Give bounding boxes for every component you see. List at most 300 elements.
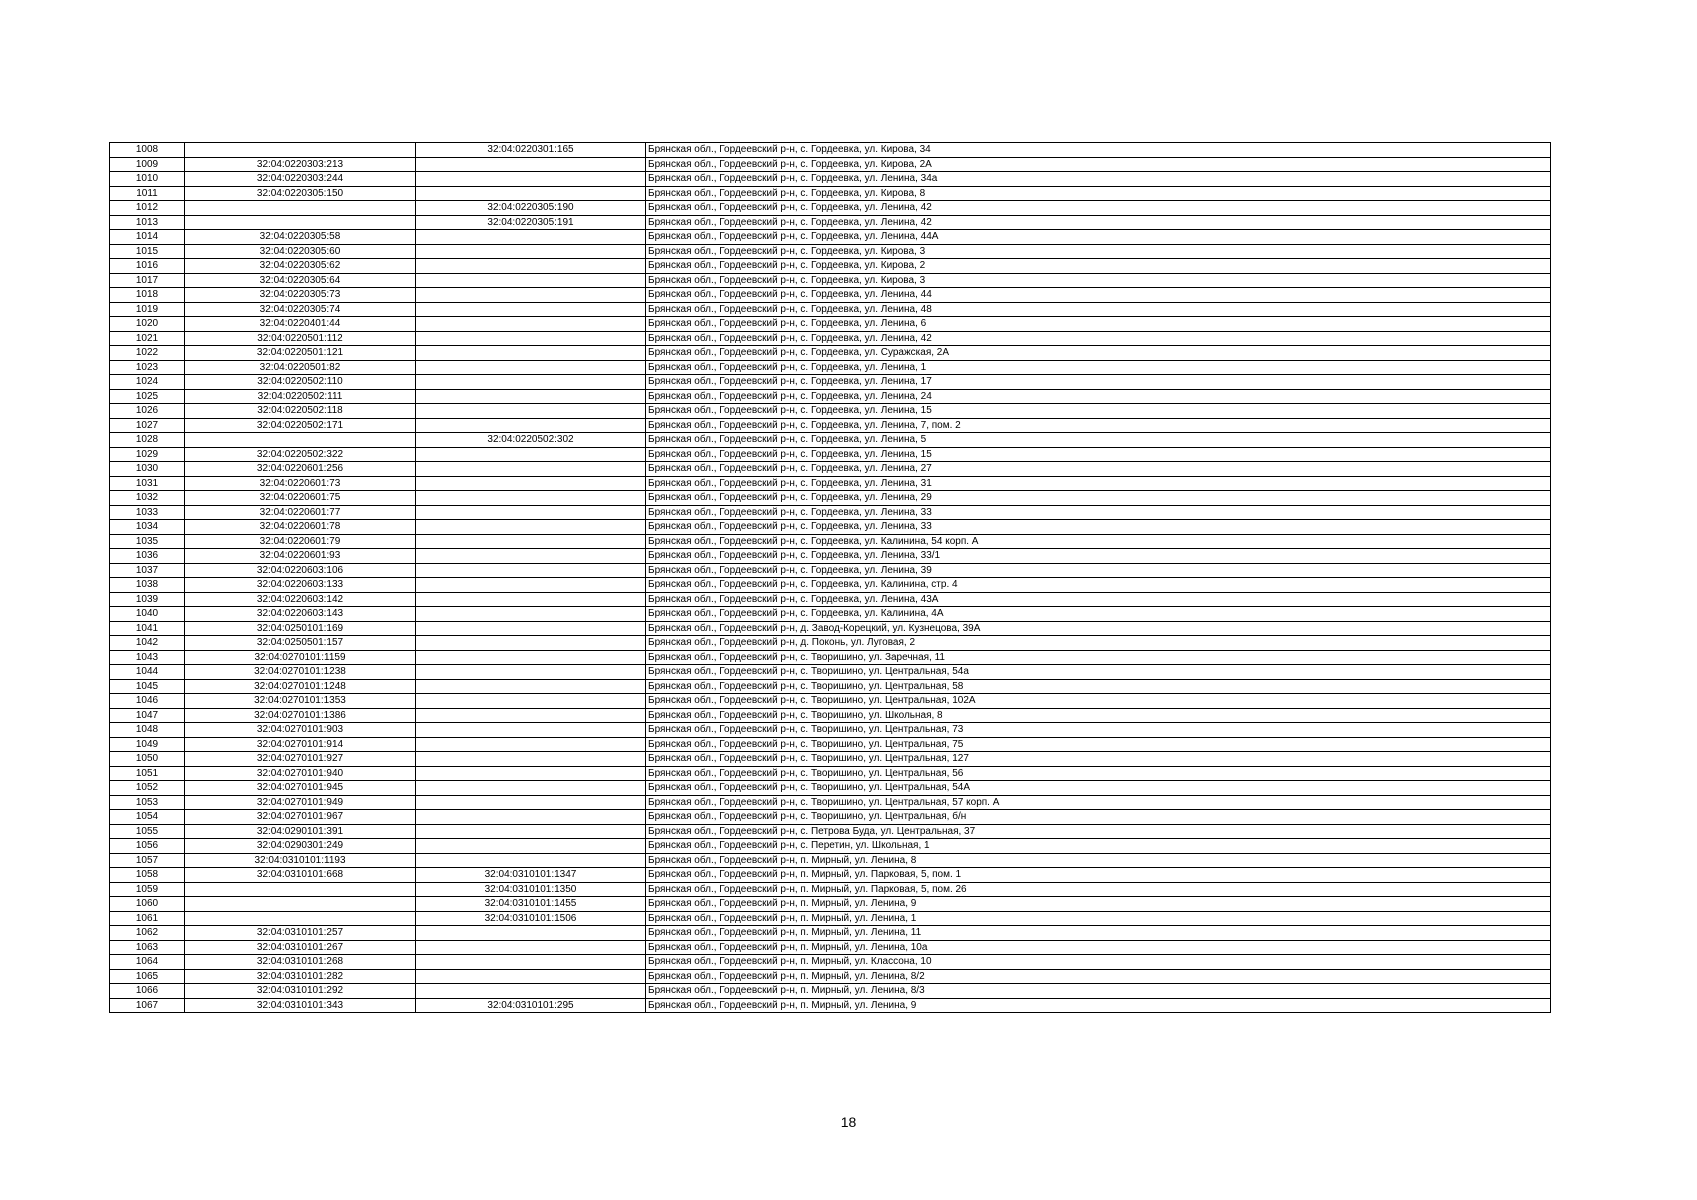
parent-cadastral-number-cell bbox=[416, 578, 646, 593]
row-number-cell: 1062 bbox=[110, 926, 185, 941]
cadastral-number-cell: 32:04:0220502:118 bbox=[185, 404, 416, 419]
parent-cadastral-number-cell bbox=[416, 476, 646, 491]
table-row bbox=[110, 998, 1551, 1013]
table-row bbox=[110, 317, 1551, 332]
address-cell: Брянская обл., Гордеевский р-н, с. Гордеевка, ул. Ленина, 34а bbox=[646, 172, 1551, 187]
address-cell: Брянская обл., Гордеевский р-н, п. Мирный, ул. Ленина, 8 bbox=[646, 853, 1551, 868]
parent-cadastral-number-cell bbox=[416, 288, 646, 303]
row-number-cell: 1047 bbox=[110, 708, 185, 723]
cadastral-number-cell: 32:04:0220601:93 bbox=[185, 549, 416, 564]
row-number-cell: 1030 bbox=[110, 462, 185, 477]
row-number-cell: 1008 bbox=[110, 143, 185, 158]
row-number-cell: 1067 bbox=[110, 998, 185, 1013]
cadastral-number-cell bbox=[185, 201, 416, 216]
address-cell: Брянская обл., Гордеевский р-н, с. Творишино, ул. Центральная, б/н bbox=[646, 810, 1551, 825]
cadastral-number-cell: 32:04:0220303:213 bbox=[185, 157, 416, 172]
parent-cadastral-number-cell bbox=[416, 650, 646, 665]
parent-cadastral-number-cell bbox=[416, 766, 646, 781]
row-number-cell: 1029 bbox=[110, 447, 185, 462]
address-cell: Брянская обл., Гордеевский р-н, с. Гордеевка, ул. Ленина, 5 bbox=[646, 433, 1551, 448]
parent-cadastral-number-cell bbox=[416, 679, 646, 694]
cadastral-number-cell: 32:04:0270101:1248 bbox=[185, 679, 416, 694]
address-cell: Брянская обл., Гордеевский р-н, с. Творишино, ул. Центральная, 127 bbox=[646, 752, 1551, 767]
address-cell: Брянская обл., Гордеевский р-н, с. Творишино, ул. Центральная, 56 bbox=[646, 766, 1551, 781]
table-row bbox=[110, 346, 1551, 361]
parent-cadastral-number-cell: 32:04:0310101:1506 bbox=[416, 911, 646, 926]
address-cell: Брянская обл., Гордеевский р-н, с. Перетин, ул. Школьная, 1 bbox=[646, 839, 1551, 854]
address-cell: Брянская обл., Гордеевский р-н, с. Гордеевка, ул. Ленина, 1 bbox=[646, 360, 1551, 375]
table-row bbox=[110, 694, 1551, 709]
table-row bbox=[110, 621, 1551, 636]
address-cell: Брянская обл., Гордеевский р-н, с. Гордеевка, ул. Ленина, 42 bbox=[646, 215, 1551, 230]
address-cell: Брянская обл., Гордеевский р-н, п. Мирный, ул. Ленина, 11 bbox=[646, 926, 1551, 941]
table-row bbox=[110, 389, 1551, 404]
table-row bbox=[110, 418, 1551, 433]
parent-cadastral-number-cell bbox=[416, 447, 646, 462]
table-row bbox=[110, 607, 1551, 622]
row-number-cell: 1033 bbox=[110, 505, 185, 520]
row-number-cell: 1020 bbox=[110, 317, 185, 332]
address-cell: Брянская обл., Гордеевский р-н, с. Гордеевка, ул. Кирова, 3 bbox=[646, 273, 1551, 288]
table-row bbox=[110, 969, 1551, 984]
row-number-cell: 1018 bbox=[110, 288, 185, 303]
parent-cadastral-number-cell bbox=[416, 708, 646, 723]
cadastral-number-cell: 32:04:0220601:79 bbox=[185, 534, 416, 549]
table-row bbox=[110, 462, 1551, 477]
table-row bbox=[110, 911, 1551, 926]
address-cell: Брянская обл., Гордеевский р-н, с. Гордеевка, ул. Ленина, 44 bbox=[646, 288, 1551, 303]
row-number-cell: 1043 bbox=[110, 650, 185, 665]
table-row bbox=[110, 578, 1551, 593]
parent-cadastral-number-cell bbox=[416, 694, 646, 709]
row-number-cell: 1024 bbox=[110, 375, 185, 390]
parent-cadastral-number-cell bbox=[416, 505, 646, 520]
parent-cadastral-number-cell bbox=[416, 563, 646, 578]
table-row bbox=[110, 360, 1551, 375]
parent-cadastral-number-cell bbox=[416, 984, 646, 999]
row-number-cell: 1046 bbox=[110, 694, 185, 709]
address-cell: Брянская обл., Гордеевский р-н, с. Гордеевка, ул. Ленина, 39 bbox=[646, 563, 1551, 578]
parent-cadastral-number-cell bbox=[416, 636, 646, 651]
cadastral-number-cell: 32:04:0220601:75 bbox=[185, 491, 416, 506]
parent-cadastral-number-cell bbox=[416, 665, 646, 680]
address-cell: Брянская обл., Гордеевский р-н, п. Мирный, ул. Парковая, 5, пом. 1 bbox=[646, 868, 1551, 883]
row-number-cell: 1063 bbox=[110, 940, 185, 955]
address-cell: Брянская обл., Гордеевский р-н, п. Мирный, ул. Классона, 10 bbox=[646, 955, 1551, 970]
cadastral-number-cell: 32:04:0220501:121 bbox=[185, 346, 416, 361]
row-number-cell: 1027 bbox=[110, 418, 185, 433]
table-row bbox=[110, 708, 1551, 723]
table-row bbox=[110, 897, 1551, 912]
table-row bbox=[110, 433, 1551, 448]
table-row bbox=[110, 824, 1551, 839]
address-cell: Брянская обл., Гордеевский р-н, п. Мирный, ул. Ленина, 1 bbox=[646, 911, 1551, 926]
row-number-cell: 1026 bbox=[110, 404, 185, 419]
table-row bbox=[110, 230, 1551, 245]
cadastral-number-cell bbox=[185, 882, 416, 897]
table-row bbox=[110, 331, 1551, 346]
parent-cadastral-number-cell bbox=[416, 157, 646, 172]
address-cell: Брянская обл., Гордеевский р-н, с. Гордеевка, ул. Кирова, 34 bbox=[646, 143, 1551, 158]
parent-cadastral-number-cell: 32:04:0310101:1350 bbox=[416, 882, 646, 897]
parent-cadastral-number-cell bbox=[416, 331, 646, 346]
address-cell: Брянская обл., Гордеевский р-н, с. Гордеевка, ул. Ленина, 48 bbox=[646, 302, 1551, 317]
cadastral-number-cell: 32:04:0310101:292 bbox=[185, 984, 416, 999]
row-number-cell: 1044 bbox=[110, 665, 185, 680]
row-number-cell: 1051 bbox=[110, 766, 185, 781]
table-row bbox=[110, 853, 1551, 868]
cadastral-number-cell: 32:04:0310101:267 bbox=[185, 940, 416, 955]
cadastral-number-cell: 32:04:0220601:73 bbox=[185, 476, 416, 491]
cadastral-number-cell: 32:04:0270101:914 bbox=[185, 737, 416, 752]
parent-cadastral-number-cell bbox=[416, 969, 646, 984]
table-row bbox=[110, 650, 1551, 665]
cadastral-number-cell: 32:04:0290301:249 bbox=[185, 839, 416, 854]
table-row bbox=[110, 752, 1551, 767]
address-cell: Брянская обл., Гордеевский р-н, с. Творишино, ул. Центральная, 54а bbox=[646, 665, 1551, 680]
table-row bbox=[110, 549, 1551, 564]
row-number-cell: 1045 bbox=[110, 679, 185, 694]
parent-cadastral-number-cell bbox=[416, 810, 646, 825]
parent-cadastral-number-cell bbox=[416, 607, 646, 622]
address-cell: Брянская обл., Гордеевский р-н, п. Мирный, ул. Ленина, 8/3 bbox=[646, 984, 1551, 999]
parent-cadastral-number-cell bbox=[416, 186, 646, 201]
table-row bbox=[110, 534, 1551, 549]
parent-cadastral-number-cell bbox=[416, 360, 646, 375]
row-number-cell: 1010 bbox=[110, 172, 185, 187]
cadastral-number-cell: 32:04:0290101:391 bbox=[185, 824, 416, 839]
address-cell: Брянская обл., Гордеевский р-н, с. Гордеевка, ул. Ленина, 29 bbox=[646, 491, 1551, 506]
row-number-cell: 1021 bbox=[110, 331, 185, 346]
cadastral-number-cell: 32:04:0310101:268 bbox=[185, 955, 416, 970]
address-cell: Брянская обл., Гордеевский р-н, с. Творишино, ул. Школьная, 8 bbox=[646, 708, 1551, 723]
table-row bbox=[110, 926, 1551, 941]
parent-cadastral-number-cell bbox=[416, 592, 646, 607]
row-number-cell: 1042 bbox=[110, 636, 185, 651]
address-cell: Брянская обл., Гордеевский р-н, с. Творишино, ул. Центральная, 57 корп. А bbox=[646, 795, 1551, 810]
registry-table-body bbox=[110, 143, 1551, 1013]
parent-cadastral-number-cell bbox=[416, 752, 646, 767]
row-number-cell: 1056 bbox=[110, 839, 185, 854]
row-number-cell: 1025 bbox=[110, 389, 185, 404]
table-row bbox=[110, 592, 1551, 607]
row-number-cell: 1049 bbox=[110, 737, 185, 752]
parent-cadastral-number-cell bbox=[416, 389, 646, 404]
row-number-cell: 1013 bbox=[110, 215, 185, 230]
table-row bbox=[110, 766, 1551, 781]
table-row bbox=[110, 302, 1551, 317]
table-row bbox=[110, 288, 1551, 303]
cadastral-number-cell: 32:04:0220501:112 bbox=[185, 331, 416, 346]
row-number-cell: 1040 bbox=[110, 607, 185, 622]
table-row bbox=[110, 143, 1551, 158]
row-number-cell: 1009 bbox=[110, 157, 185, 172]
parent-cadastral-number-cell: 32:04:0310101:1347 bbox=[416, 868, 646, 883]
row-number-cell: 1016 bbox=[110, 259, 185, 274]
parent-cadastral-number-cell: 32:04:0310101:1455 bbox=[416, 897, 646, 912]
parent-cadastral-number-cell: 32:04:0220305:190 bbox=[416, 201, 646, 216]
cadastral-number-cell: 32:04:0220502:110 bbox=[185, 375, 416, 390]
cadastral-number-cell: 32:04:0220502:111 bbox=[185, 389, 416, 404]
parent-cadastral-number-cell bbox=[416, 346, 646, 361]
parent-cadastral-number-cell bbox=[416, 839, 646, 854]
parent-cadastral-number-cell bbox=[416, 621, 646, 636]
cadastral-number-cell: 32:04:0220601:256 bbox=[185, 462, 416, 477]
table-row bbox=[110, 839, 1551, 854]
cadastral-number-cell: 32:04:0220401:44 bbox=[185, 317, 416, 332]
parent-cadastral-number-cell bbox=[416, 853, 646, 868]
row-number-cell: 1034 bbox=[110, 520, 185, 535]
row-number-cell: 1053 bbox=[110, 795, 185, 810]
row-number-cell: 1019 bbox=[110, 302, 185, 317]
parent-cadastral-number-cell bbox=[416, 259, 646, 274]
cadastral-number-cell: 32:04:0220603:142 bbox=[185, 592, 416, 607]
table-row bbox=[110, 563, 1551, 578]
row-number-cell: 1022 bbox=[110, 346, 185, 361]
cadastral-number-cell: 32:04:0310101:282 bbox=[185, 969, 416, 984]
cadastral-number-cell: 32:04:0270101:949 bbox=[185, 795, 416, 810]
table-row bbox=[110, 404, 1551, 419]
parent-cadastral-number-cell bbox=[416, 824, 646, 839]
address-cell: Брянская обл., Гордеевский р-н, с. Творишино, ул. Заречная, 11 bbox=[646, 650, 1551, 665]
row-number-cell: 1032 bbox=[110, 491, 185, 506]
cadastral-number-cell bbox=[185, 143, 416, 158]
address-cell: Брянская обл., Гордеевский р-н, с. Гордеевка, ул. Ленина, 15 bbox=[646, 404, 1551, 419]
address-cell: Брянская обл., Гордеевский р-н, с. Творишино, ул. Центральная, 58 bbox=[646, 679, 1551, 694]
address-cell: Брянская обл., Гордеевский р-н, д. Завод-Корецкий, ул. Кузнецова, 39А bbox=[646, 621, 1551, 636]
cadastral-number-cell: 32:04:0220305:74 bbox=[185, 302, 416, 317]
cadastral-number-cell: 32:04:0270101:967 bbox=[185, 810, 416, 825]
address-cell: Брянская обл., Гордеевский р-н, с. Гордеевка, ул. Ленина, 31 bbox=[646, 476, 1551, 491]
address-cell: Брянская обл., Гордеевский р-н, п. Мирный, ул. Ленина, 9 bbox=[646, 897, 1551, 912]
parent-cadastral-number-cell bbox=[416, 534, 646, 549]
row-number-cell: 1055 bbox=[110, 824, 185, 839]
address-cell: Брянская обл., Гордеевский р-н, п. Мирный, ул. Ленина, 9 bbox=[646, 998, 1551, 1013]
cadastral-number-cell bbox=[185, 215, 416, 230]
parent-cadastral-number-cell bbox=[416, 418, 646, 433]
table-row bbox=[110, 636, 1551, 651]
cadastral-number-cell: 32:04:0270101:1238 bbox=[185, 665, 416, 680]
registry-table bbox=[109, 142, 1551, 1013]
address-cell: Брянская обл., Гордеевский р-н, с. Гордеевка, ул. Ленина, 44А bbox=[646, 230, 1551, 245]
parent-cadastral-number-cell bbox=[416, 491, 646, 506]
address-cell: Брянская обл., Гордеевский р-н, с. Петрова Буда, ул. Центральная, 37 bbox=[646, 824, 1551, 839]
address-cell: Брянская обл., Гордеевский р-н, с. Гордеевка, ул. Ленина, 6 bbox=[646, 317, 1551, 332]
address-cell: Брянская обл., Гордеевский р-н, с. Гордеевка, ул. Ленина, 15 bbox=[646, 447, 1551, 462]
table-row bbox=[110, 244, 1551, 259]
cadastral-number-cell: 32:04:0220305:64 bbox=[185, 273, 416, 288]
table-row bbox=[110, 157, 1551, 172]
parent-cadastral-number-cell bbox=[416, 781, 646, 796]
address-cell: Брянская обл., Гордеевский р-н, с. Гордеевка, ул. Калинина, 4А bbox=[646, 607, 1551, 622]
table-row bbox=[110, 491, 1551, 506]
cadastral-number-cell: 32:04:0220601:78 bbox=[185, 520, 416, 535]
address-cell: Брянская обл., Гордеевский р-н, с. Гордеевка, ул. Суражская, 2А bbox=[646, 346, 1551, 361]
table-row bbox=[110, 259, 1551, 274]
parent-cadastral-number-cell bbox=[416, 940, 646, 955]
cadastral-number-cell: 32:04:0310101:257 bbox=[185, 926, 416, 941]
cadastral-number-cell: 32:04:0270101:1386 bbox=[185, 708, 416, 723]
row-number-cell: 1060 bbox=[110, 897, 185, 912]
cadastral-number-cell: 32:04:0310101:343 bbox=[185, 998, 416, 1013]
parent-cadastral-number-cell bbox=[416, 723, 646, 738]
parent-cadastral-number-cell bbox=[416, 737, 646, 752]
parent-cadastral-number-cell bbox=[416, 795, 646, 810]
address-cell: Брянская обл., Гордеевский р-н, с. Гордеевка, ул. Кирова, 3 bbox=[646, 244, 1551, 259]
row-number-cell: 1036 bbox=[110, 549, 185, 564]
row-number-cell: 1014 bbox=[110, 230, 185, 245]
cadastral-number-cell: 32:04:0250501:157 bbox=[185, 636, 416, 651]
cadastral-number-cell: 32:04:0220305:62 bbox=[185, 259, 416, 274]
address-cell: Брянская обл., Гордеевский р-н, п. Мирный, ул. Ленина, 8/2 bbox=[646, 969, 1551, 984]
address-cell: Брянская обл., Гордеевский р-н, с. Гордеевка, ул. Ленина, 43А bbox=[646, 592, 1551, 607]
row-number-cell: 1052 bbox=[110, 781, 185, 796]
address-cell: Брянская обл., Гордеевский р-н, с. Творишино, ул. Центральная, 73 bbox=[646, 723, 1551, 738]
cadastral-number-cell: 32:04:0220501:82 bbox=[185, 360, 416, 375]
table-row bbox=[110, 810, 1551, 825]
cadastral-number-cell: 32:04:0310101:1193 bbox=[185, 853, 416, 868]
address-cell: Брянская обл., Гордеевский р-н, с. Гордеевка, ул. Кирова, 8 bbox=[646, 186, 1551, 201]
parent-cadastral-number-cell: 32:04:0220301:165 bbox=[416, 143, 646, 158]
parent-cadastral-number-cell bbox=[416, 273, 646, 288]
row-number-cell: 1039 bbox=[110, 592, 185, 607]
row-number-cell: 1065 bbox=[110, 969, 185, 984]
parent-cadastral-number-cell bbox=[416, 317, 646, 332]
address-cell: Брянская обл., Гордеевский р-н, с. Гордеевка, ул. Ленина, 27 bbox=[646, 462, 1551, 477]
table-row bbox=[110, 665, 1551, 680]
table-row bbox=[110, 795, 1551, 810]
row-number-cell: 1012 bbox=[110, 201, 185, 216]
table-row bbox=[110, 781, 1551, 796]
row-number-cell: 1064 bbox=[110, 955, 185, 970]
cadastral-number-cell: 32:04:0220305:73 bbox=[185, 288, 416, 303]
parent-cadastral-number-cell bbox=[416, 172, 646, 187]
table-row bbox=[110, 737, 1551, 752]
address-cell: Брянская обл., Гордеевский р-н, с. Гордеевка, ул. Калинина, 54 корп. А bbox=[646, 534, 1551, 549]
row-number-cell: 1031 bbox=[110, 476, 185, 491]
table-row bbox=[110, 273, 1551, 288]
cadastral-number-cell: 32:04:0220603:133 bbox=[185, 578, 416, 593]
table-row bbox=[110, 186, 1551, 201]
table-row bbox=[110, 940, 1551, 955]
parent-cadastral-number-cell bbox=[416, 302, 646, 317]
cadastral-number-cell: 32:04:0220601:77 bbox=[185, 505, 416, 520]
parent-cadastral-number-cell: 32:04:0220305:191 bbox=[416, 215, 646, 230]
table-row bbox=[110, 447, 1551, 462]
cadastral-number-cell: 32:04:0220603:143 bbox=[185, 607, 416, 622]
row-number-cell: 1041 bbox=[110, 621, 185, 636]
table-row bbox=[110, 882, 1551, 897]
table-row bbox=[110, 215, 1551, 230]
cadastral-number-cell: 32:04:0250101:169 bbox=[185, 621, 416, 636]
row-number-cell: 1050 bbox=[110, 752, 185, 767]
parent-cadastral-number-cell bbox=[416, 230, 646, 245]
row-number-cell: 1035 bbox=[110, 534, 185, 549]
address-cell: Брянская обл., Гордеевский р-н, д. Поконь, ул. Луговая, 2 bbox=[646, 636, 1551, 651]
address-cell: Брянская обл., Гордеевский р-н, с. Гордеевка, ул. Ленина, 42 bbox=[646, 201, 1551, 216]
cadastral-number-cell: 32:04:0220305:58 bbox=[185, 230, 416, 245]
address-cell: Брянская обл., Гордеевский р-н, с. Гордеевка, ул. Ленина, 33/1 bbox=[646, 549, 1551, 564]
cadastral-number-cell: 32:04:0220305:60 bbox=[185, 244, 416, 259]
address-cell: Брянская обл., Гордеевский р-н, с. Творишино, ул. Центральная, 75 bbox=[646, 737, 1551, 752]
row-number-cell: 1058 bbox=[110, 868, 185, 883]
address-cell: Брянская обл., Гордеевский р-н, с. Гордеевка, ул. Кирова, 2А bbox=[646, 157, 1551, 172]
parent-cadastral-number-cell bbox=[416, 462, 646, 477]
parent-cadastral-number-cell bbox=[416, 244, 646, 259]
address-cell: Брянская обл., Гордеевский р-н, с. Гордеевка, ул. Ленина, 17 bbox=[646, 375, 1551, 390]
row-number-cell: 1028 bbox=[110, 433, 185, 448]
cadastral-number-cell: 32:04:0220502:171 bbox=[185, 418, 416, 433]
cadastral-number-cell: 32:04:0220303:244 bbox=[185, 172, 416, 187]
cadastral-number-cell bbox=[185, 897, 416, 912]
cadastral-number-cell: 32:04:0220603:106 bbox=[185, 563, 416, 578]
address-cell: Брянская обл., Гордеевский р-н, с. Гордеевка, ул. Ленина, 7, пом. 2 bbox=[646, 418, 1551, 433]
table-row bbox=[110, 172, 1551, 187]
cadastral-number-cell: 32:04:0270101:945 bbox=[185, 781, 416, 796]
address-cell: Брянская обл., Гордеевский р-н, п. Мирный, ул. Парковая, 5, пом. 26 bbox=[646, 882, 1551, 897]
cadastral-number-cell: 32:04:0270101:1159 bbox=[185, 650, 416, 665]
cadastral-number-cell: 32:04:0270101:1353 bbox=[185, 694, 416, 709]
row-number-cell: 1015 bbox=[110, 244, 185, 259]
cadastral-number-cell: 32:04:0220502:322 bbox=[185, 447, 416, 462]
cadastral-number-cell: 32:04:0220305:150 bbox=[185, 186, 416, 201]
address-cell: Брянская обл., Гордеевский р-н, с. Творишино, ул. Центральная, 102А bbox=[646, 694, 1551, 709]
parent-cadastral-number-cell bbox=[416, 926, 646, 941]
address-cell: Брянская обл., Гордеевский р-н, с. Гордеевка, ул. Кирова, 2 bbox=[646, 259, 1551, 274]
row-number-cell: 1048 bbox=[110, 723, 185, 738]
row-number-cell: 1059 bbox=[110, 882, 185, 897]
row-number-cell: 1017 bbox=[110, 273, 185, 288]
row-number-cell: 1061 bbox=[110, 911, 185, 926]
parent-cadastral-number-cell: 32:04:0310101:295 bbox=[416, 998, 646, 1013]
table-row bbox=[110, 723, 1551, 738]
table-row bbox=[110, 505, 1551, 520]
address-cell: Брянская обл., Гордеевский р-н, с. Гордеевка, ул. Калинина, стр. 4 bbox=[646, 578, 1551, 593]
parent-cadastral-number-cell bbox=[416, 549, 646, 564]
row-number-cell: 1038 bbox=[110, 578, 185, 593]
cadastral-number-cell: 32:04:0270101:940 bbox=[185, 766, 416, 781]
parent-cadastral-number-cell bbox=[416, 955, 646, 970]
table-row bbox=[110, 955, 1551, 970]
table-row bbox=[110, 201, 1551, 216]
row-number-cell: 1011 bbox=[110, 186, 185, 201]
table-row bbox=[110, 984, 1551, 999]
parent-cadastral-number-cell bbox=[416, 404, 646, 419]
address-cell: Брянская обл., Гордеевский р-н, с. Гордеевка, ул. Ленина, 33 bbox=[646, 505, 1551, 520]
address-cell: Брянская обл., Гордеевский р-н, с. Гордеевка, ул. Ленина, 33 bbox=[646, 520, 1551, 535]
parent-cadastral-number-cell bbox=[416, 375, 646, 390]
table-row bbox=[110, 476, 1551, 491]
cadastral-number-cell: 32:04:0270101:927 bbox=[185, 752, 416, 767]
page-number: 18 bbox=[840, 1114, 857, 1130]
address-cell: Брянская обл., Гордеевский р-н, с. Гордеевка, ул. Ленина, 42 bbox=[646, 331, 1551, 346]
cadastral-number-cell: 32:04:0270101:903 bbox=[185, 723, 416, 738]
row-number-cell: 1057 bbox=[110, 853, 185, 868]
table-row bbox=[110, 520, 1551, 535]
address-cell: Брянская обл., Гордеевский р-н, с. Творишино, ул. Центральная, 54А bbox=[646, 781, 1551, 796]
cadastral-number-cell bbox=[185, 911, 416, 926]
row-number-cell: 1066 bbox=[110, 984, 185, 999]
row-number-cell: 1023 bbox=[110, 360, 185, 375]
table-row bbox=[110, 868, 1551, 883]
table-row bbox=[110, 375, 1551, 390]
address-cell: Брянская обл., Гордеевский р-н, с. Гордеевка, ул. Ленина, 24 bbox=[646, 389, 1551, 404]
parent-cadastral-number-cell: 32:04:0220502:302 bbox=[416, 433, 646, 448]
row-number-cell: 1037 bbox=[110, 563, 185, 578]
parent-cadastral-number-cell bbox=[416, 520, 646, 535]
cadastral-number-cell bbox=[185, 433, 416, 448]
cadastral-number-cell: 32:04:0310101:668 bbox=[185, 868, 416, 883]
